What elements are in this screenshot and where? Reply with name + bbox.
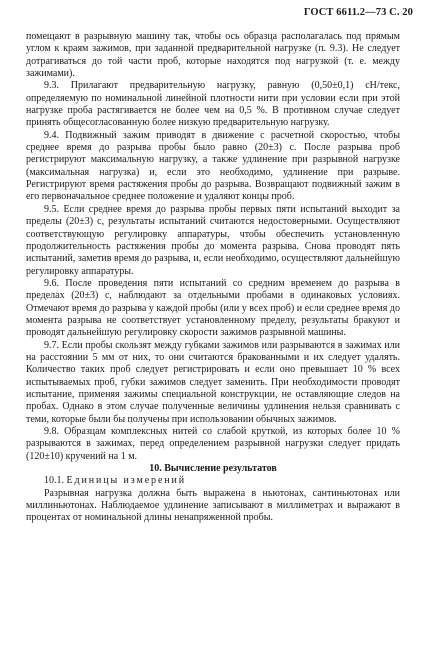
subsection-number: 10.1. <box>44 475 64 487</box>
subsection-title: Единицы измерений <box>66 475 187 487</box>
paragraph-9-6: 9.6. После проведения пяти испытаний со средним временем до разрыва в пределах (20±3) с, наблюдают за отдельными пробами в одинаковых условиях. Отмечают время до разрыва у каждой пробы (или у всех проб) и если среднее время до момента разрыва не соответствует установленному пределу, результаты бракуют и проводят дальнейшую регулировку скорости зажимов разрывной машины. <box>26 277 400 339</box>
paragraph-9-7: 9.7. Если пробы скользят между губками зажимов или разрываются в зажимах или на расстоянии 5 мм от них, то они считаются бракованными и их следует удалять. Количество таких проб следует регистрировать и если оно превышает 10 % всех испытываемых проб, губки зажимов следует заменить. При необходимости проводят испытание, применяя зажимы специальной конструкции, не оставляющие следов на пробах. Однако в этом случае полученные величины удлинения нельзя сравнивать с теми, которые были бы получены при использовании обычных зажимов. <box>26 339 400 425</box>
section-heading: 10. Вычисление результатов <box>149 463 277 475</box>
document-body <box>26 31 400 525</box>
subsection-heading <box>26 475 400 487</box>
paragraph-9-8: 9.8. Образцам комплексных нитей со слабой круткой, из которых более 10 % разрываются в зажимах, перед определением разрывной нагрузки следует придать (120±10) кручений на 1 м. <box>26 426 400 462</box>
paragraph-9-4: 9.4. Подвижный зажим приводят в движение с расчетной скоростью, чтобы среднее время до разрыва пробы было равно (20±3) с. После разрыва проб регистрируют максимальную нагрузку, а также удлинение при разрывной нагрузке (максимальная нагрузка) и, если это необходимо, удлинение при разрыве. Регистрируют время растяжения пробы до разрыва. Возвращают подвижный зажим в его первоначальное среднее положение и удаляют концы проб. <box>26 129 400 203</box>
paragraph-9-5: 9.5. Если среднее время до разрыва пробы первых пяти испытаний выходит за пределы (20±3) с, результаты испытаний считаются недостоверными. Осуществляют соответствующую регулировку аппаратуры, чтобы обеспечить установленную продолжительность растяжения пробы до момента разрыва. Снова проводят пять испытаний, заметив время до разрыва, и, если необходимо, осуществляют дальнейшую регулировку аппаратуры. <box>26 203 400 277</box>
paragraph-9-3: 9.3. Прилагают предварительную нагрузку, равную (0,50±0,1) сН/текс, определяемую по номинальной линейной плотности нити при условии если при этой нагрузке проба растягивается не более чем на 0,5 %. В противном случае следует принять общесогласованную более низкую предварительную нагрузку. <box>26 80 400 129</box>
paragraph-continuation: помещают в разрывную машину так, чтобы ось образца располагалась под прямым углом к краям зажимов, при заданной предварительной нагрузке (п. 9.3). Не следует дотрагиваться до той части проб, которые находятся под нагрузкой (т. е. между зажимами). <box>26 31 400 80</box>
paragraph-10-1: Разрывная нагрузка должна быть выражена в ньютонах, сантиньютонах или миллиньютонах. Наблюдаемое удлинение записывают в миллиметрах и выражают в процентах от номинальной длины ненапряженной пробы. <box>26 487 400 524</box>
page-header: ГОСТ 6611.2—73 С. 20 <box>303 7 413 18</box>
